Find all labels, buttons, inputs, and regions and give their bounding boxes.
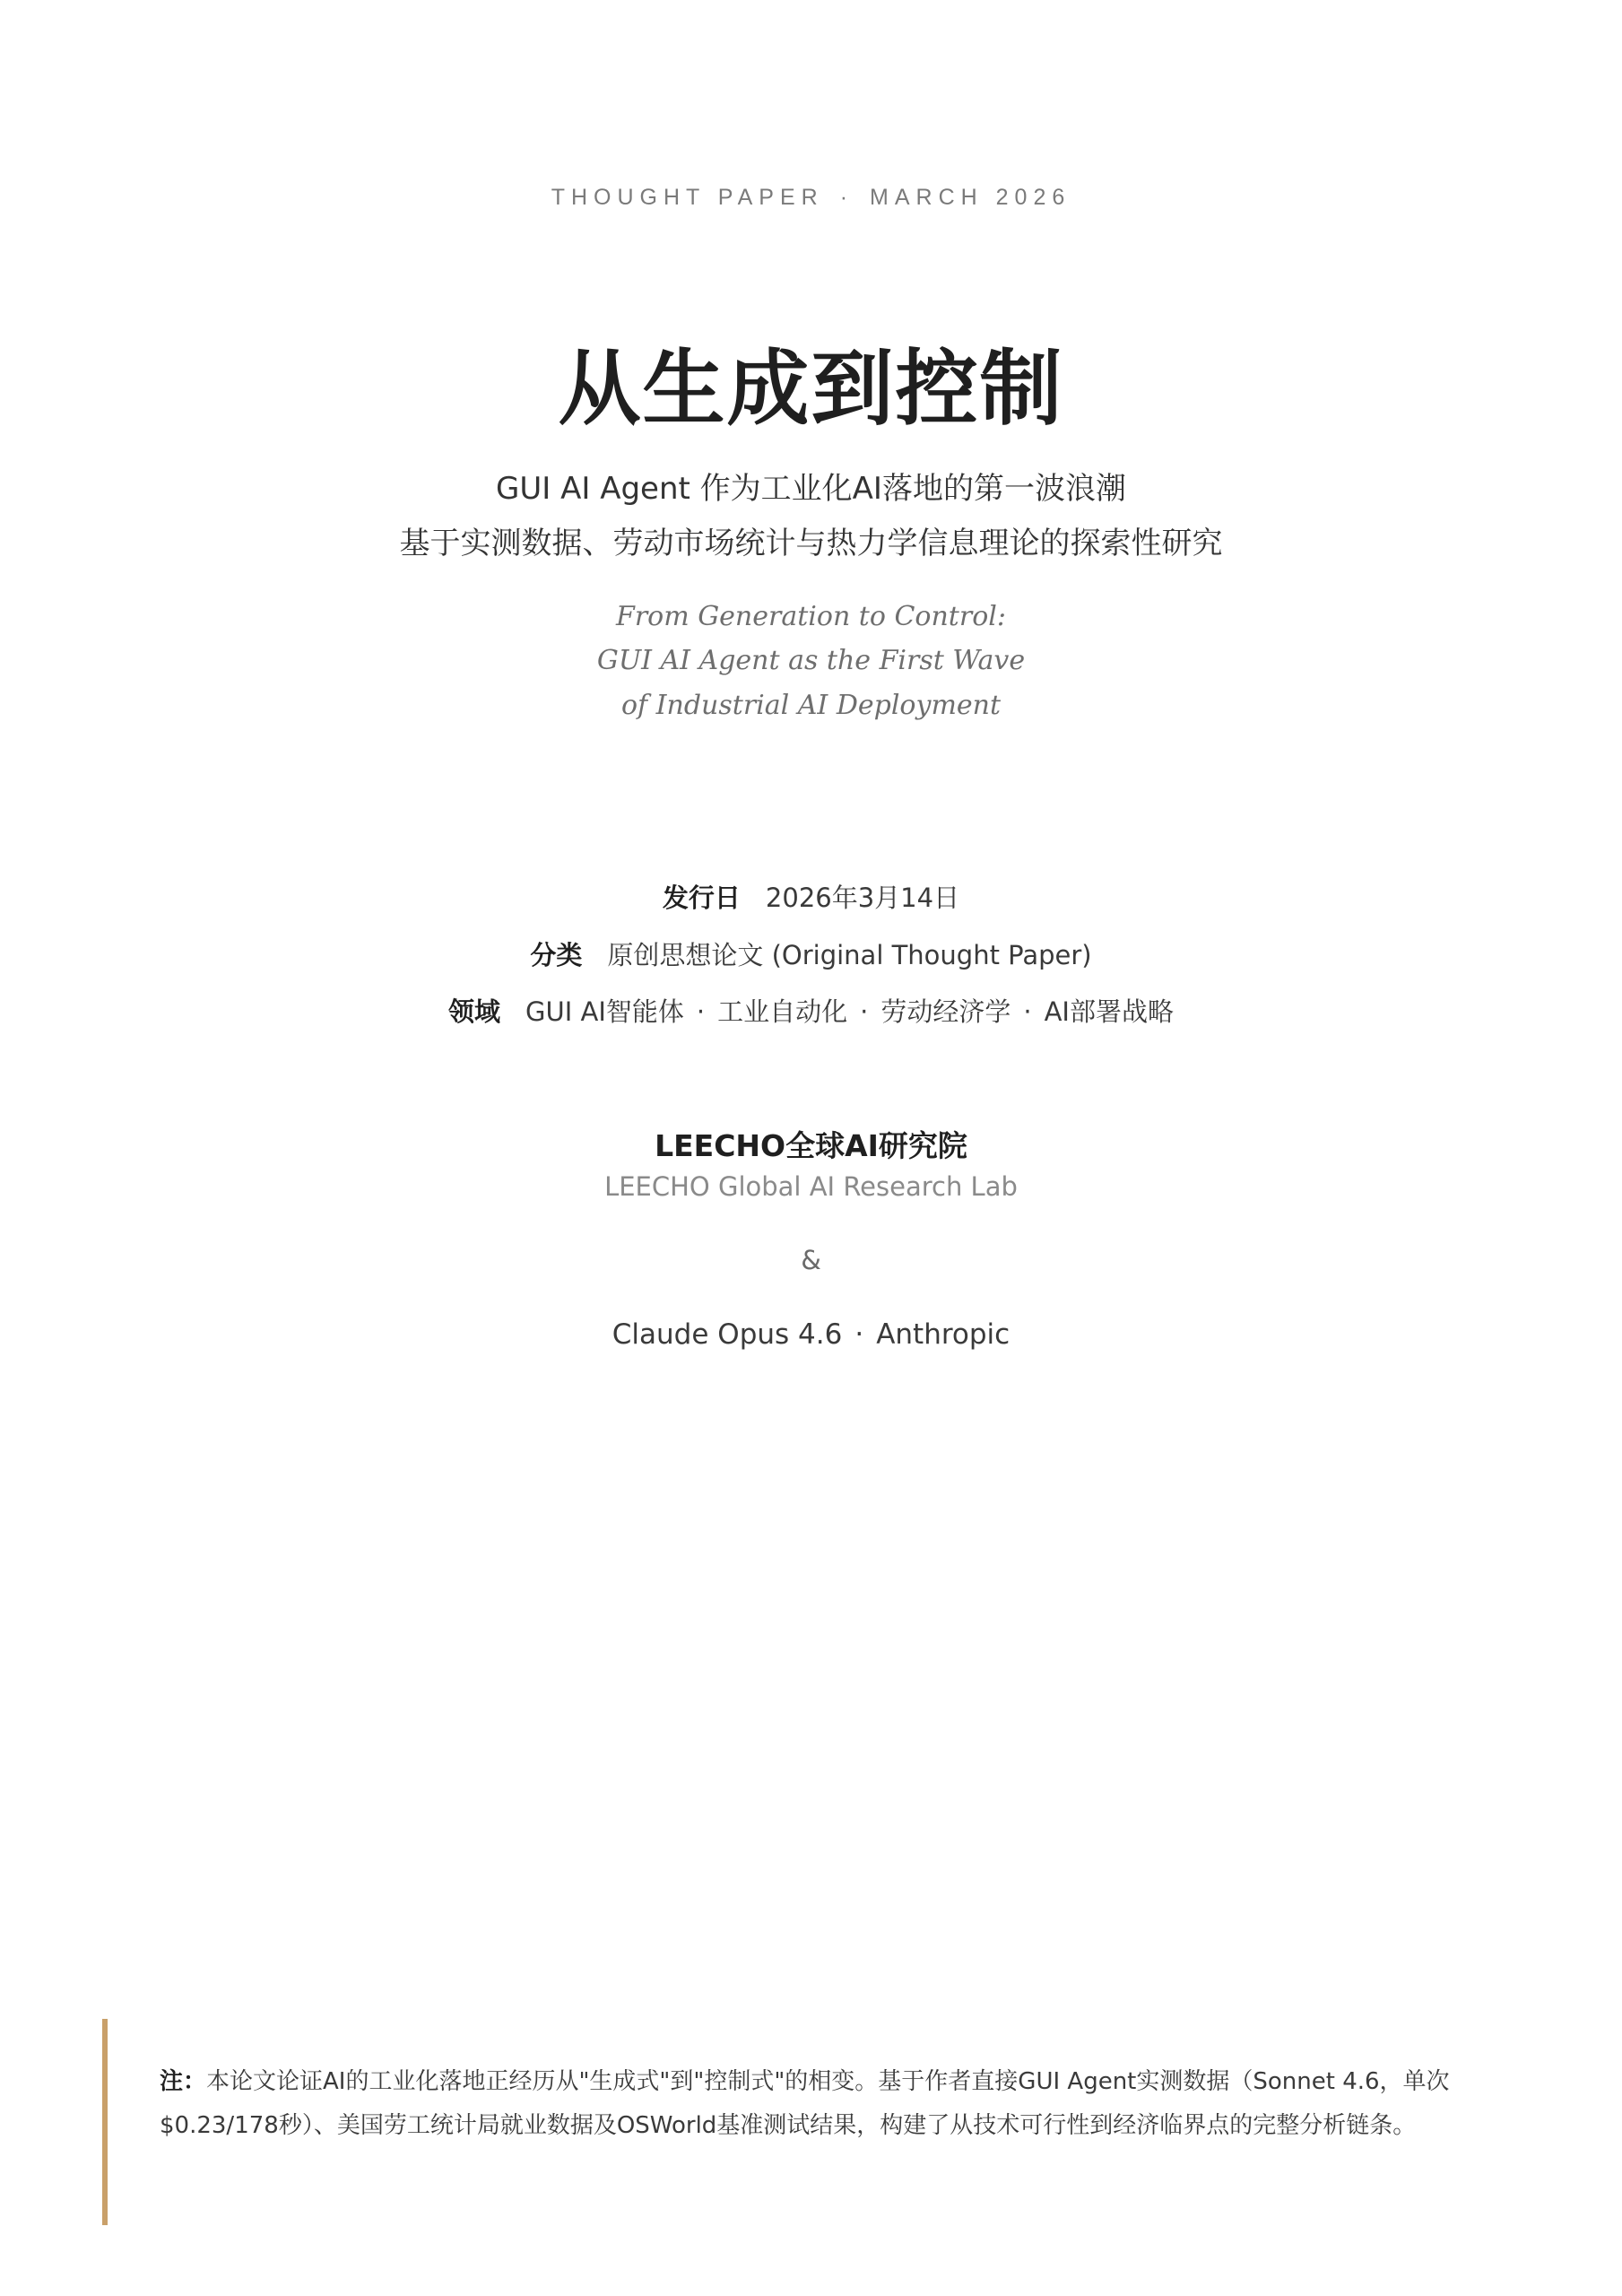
meta-category-row [0,935,1622,972]
author-ampersand: & [801,1245,821,1275]
category-label: 分类 [530,940,583,970]
kicker-separator: · [839,185,854,210]
field-label: 领域 [448,996,501,1027]
field-item: AI部署战略 [1044,996,1174,1027]
field-item: 工业自动化 [717,996,848,1027]
field-separator: · [696,996,706,1027]
coauthor-separator: · [854,1318,864,1351]
field-separator: · [860,996,869,1027]
coauthor-model: Claude Opus 4.6 [612,1318,843,1351]
coauthor-company: Anthropic [876,1318,1010,1351]
subtitle-line-2: 基于实测数据、劳动市场统计与热力学信息理论的探索性研究 [399,526,1223,561]
field-item: GUI AI智能体 [525,996,684,1027]
author-org-en: LEECHO Global AI Research Lab [604,1171,1018,1202]
coauthor-line [0,1318,1622,1351]
note-label: 注： [160,2068,207,2095]
english-title-line-1: From Generation to Control: [616,601,1006,632]
kicker-right: MARCH 2026 [870,185,1071,210]
field-separator: · [1023,996,1032,1027]
date-value: 2026年3月14日 [765,883,960,913]
kicker-line [0,185,1622,211]
english-title-line-2: GUI AI Agent as the First Wave [596,645,1026,676]
note-box [102,2019,1501,2225]
meta-date-row [0,878,1622,915]
kicker-left: THOUGHT PAPER [551,185,824,210]
page-title: 从生成到控制 [558,340,1064,437]
meta-field-row [0,992,1622,1029]
english-title-line-3: of Industrial AI Deployment [620,690,1002,721]
field-item: 劳动经济学 [880,996,1011,1027]
date-label: 发行日 [662,883,741,913]
note-text: 本论文论证AI的工业化落地正经历从"生成式"到"控制式"的相变。基于作者直接GUI Agent实测数据（Sonnet 4.6，单次$0.23/178秒）、美国劳工统计局就业数据及OSWorld基准测试结果，构建了从技术可行性到经济临界点的完整分析链条。 [160,2068,1450,2139]
note-paragraph [160,2060,1558,2148]
category-value: 原创思想论文 (Original Thought Paper) [607,940,1092,970]
subtitle-line-1: GUI AI Agent 作为工业化AI落地的第一波浪潮 [496,471,1126,507]
author-org-cn: LEECHO全球AI研究院 [655,1128,967,1163]
